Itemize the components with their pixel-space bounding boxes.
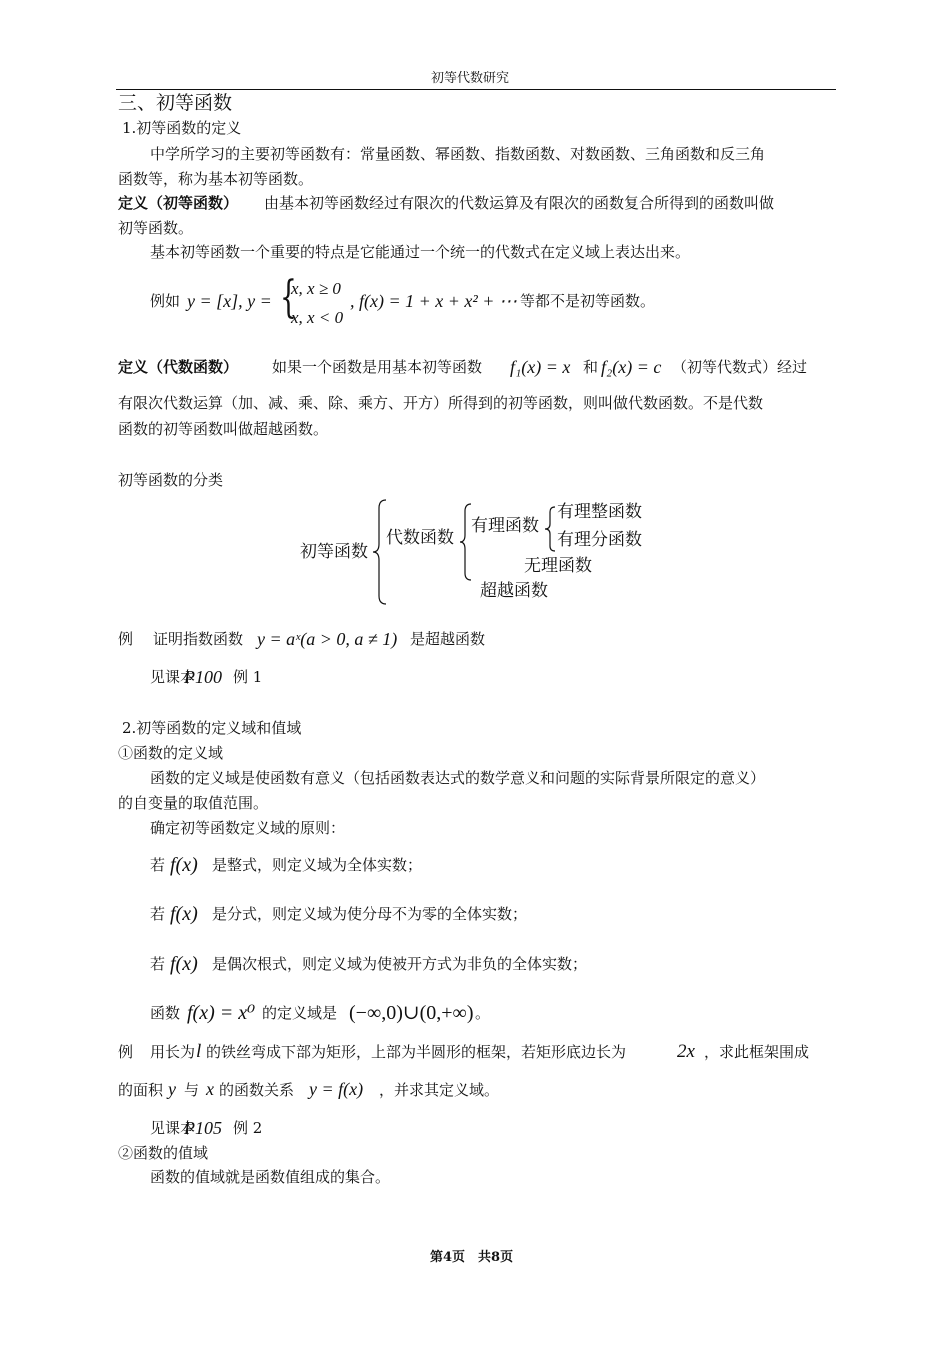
math-formula: y = [x], y = bbox=[187, 291, 272, 311]
classification-heading: 初等函数的分类 bbox=[118, 471, 224, 489]
text: 的函数关系 bbox=[219, 1081, 295, 1099]
text: 见课本 bbox=[150, 1119, 196, 1137]
text: 和 bbox=[583, 358, 599, 376]
math-formula: , f(x) = 1 + x + x² + ⋯ bbox=[350, 291, 517, 311]
header-rule bbox=[116, 89, 836, 90]
math-formula: f(x) bbox=[170, 953, 198, 975]
text: 如果一个函数是用基本初等函数 bbox=[272, 358, 483, 376]
math-formula: f₁(x) = x bbox=[510, 357, 571, 377]
math-var: x bbox=[206, 1079, 214, 1099]
math-formula: f(x) = x⁰ bbox=[187, 1002, 256, 1024]
text: 若 bbox=[150, 955, 166, 973]
text: 是超越函数 bbox=[410, 630, 486, 648]
subsection-heading-1: 1.初等函数的定义 bbox=[122, 119, 242, 137]
math-formula: f₂(x) = c bbox=[601, 357, 662, 377]
case-top: x, x ≥ 0 bbox=[291, 279, 341, 298]
text: 。 bbox=[475, 1004, 491, 1022]
text: 的铁丝弯成下部为矩形，上部为半圆形的框架，若矩形底边长为 bbox=[206, 1043, 627, 1061]
text: 证明指数函数 bbox=[153, 630, 244, 648]
sub-heading: ①函数的定义域 bbox=[118, 744, 224, 762]
text: 是分式，则定义域为使分母不为零的全体实数； bbox=[212, 905, 528, 923]
text: 的面积 bbox=[118, 1081, 164, 1099]
math-formula: f(x) bbox=[170, 854, 198, 876]
text: 若 bbox=[150, 905, 166, 923]
tree-root: 初等函数 bbox=[300, 542, 368, 562]
tree-transcendental: 超越函数 bbox=[480, 581, 548, 601]
text: （初等代数式）经过 bbox=[672, 358, 808, 376]
page-ref: P105 bbox=[184, 1118, 222, 1138]
paragraph-line: 的自变量的取值范围。 bbox=[118, 794, 269, 812]
sub-heading: ②函数的值域 bbox=[118, 1144, 209, 1162]
example-suffix: 等都不是初等函数。 bbox=[520, 292, 656, 310]
math-var: y bbox=[168, 1079, 176, 1099]
example-prefix: 例如 bbox=[150, 292, 181, 310]
case-bottom: x, x < 0 bbox=[291, 308, 344, 327]
text: 是偶次根式，则定义域为使被开方式为非负的全体实数； bbox=[212, 955, 588, 973]
math-formula: y = aˣ(a > 0, a ≠ 1) bbox=[257, 629, 398, 649]
paragraph-line: 有限次代数运算（加、减、乘、除、乘方、开方）所得到的初等函数，则叫做代数函数。不是代数 bbox=[118, 394, 764, 412]
tree-rational-integer: 有理整函数 bbox=[557, 502, 642, 522]
paragraph-line: 初等函数。 bbox=[118, 219, 194, 237]
example-label: 例 bbox=[118, 630, 134, 648]
brace-icon bbox=[370, 498, 390, 606]
math-var: 2x bbox=[677, 1041, 695, 1062]
text: ，并求其定义域。 bbox=[379, 1081, 500, 1099]
text: 是整式，则定义域为全体实数； bbox=[212, 856, 423, 874]
paragraph-line: 函数的定义域是使函数有意义（包括函数表达式的数学意义和问题的实际背景所限定的意义） bbox=[150, 769, 766, 787]
text: 与 bbox=[184, 1081, 200, 1099]
paragraph-line: 中学所学习的主要初等函数有：常量函数、幂函数、指数函数、对数函数、三角函数和反三角 bbox=[150, 145, 766, 163]
tree-rational: 有理函数 bbox=[471, 516, 539, 536]
definition-label: 定义（代数函数） bbox=[118, 358, 239, 376]
text: 的定义域是 bbox=[262, 1004, 338, 1022]
text: 函数 bbox=[150, 1004, 181, 1022]
running-header: 初等代数研究 bbox=[431, 71, 510, 86]
text: ，求此框架围成 bbox=[704, 1043, 810, 1061]
tree-algebraic: 代数函数 bbox=[386, 528, 454, 548]
text: 例 1 bbox=[233, 668, 263, 686]
math-var: l bbox=[196, 1041, 202, 1062]
paragraph-line: 确定初等函数定义域的原则： bbox=[150, 819, 346, 837]
page-ref: P100 bbox=[184, 667, 222, 687]
brace-icon bbox=[543, 505, 557, 553]
brace-icon bbox=[458, 502, 474, 582]
text: 例 2 bbox=[233, 1119, 263, 1137]
example-label: 例 bbox=[118, 1043, 134, 1061]
paragraph-line: 由基本初等函数经过有限次的代数运算及有限次的函数复合所得到的函数叫做 bbox=[264, 194, 775, 212]
page-footer: 第4页 共8页 bbox=[430, 1250, 514, 1265]
text: 若 bbox=[150, 856, 166, 874]
text: 用长为 bbox=[150, 1043, 196, 1061]
tree-irrational: 无理函数 bbox=[524, 556, 592, 576]
tree-rational-fraction: 有理分函数 bbox=[557, 530, 642, 550]
math-formula: y = f(x) bbox=[309, 1079, 364, 1099]
math-formula: (−∞,0)∪(0,+∞) bbox=[349, 1002, 474, 1024]
math-formula: f(x) bbox=[170, 903, 198, 925]
brace: { bbox=[280, 272, 297, 323]
paragraph-line: 函数的值域就是函数值组成的集合。 bbox=[150, 1168, 391, 1186]
paragraph-line: 函数的初等函数叫做超越函数。 bbox=[118, 420, 329, 438]
section-title: 三、初等函数 bbox=[118, 92, 233, 114]
definition-label: 定义（初等函数） bbox=[118, 194, 239, 212]
paragraph-line: 函数等，称为基本初等函数。 bbox=[118, 170, 314, 188]
subsection-heading-2: 2.初等函数的定义域和值域 bbox=[122, 719, 302, 737]
paragraph-line: 基本初等函数一个重要的特点是它能通过一个统一的代数式在定义域上表达出来。 bbox=[150, 243, 691, 261]
text: 见课本 bbox=[150, 668, 196, 686]
